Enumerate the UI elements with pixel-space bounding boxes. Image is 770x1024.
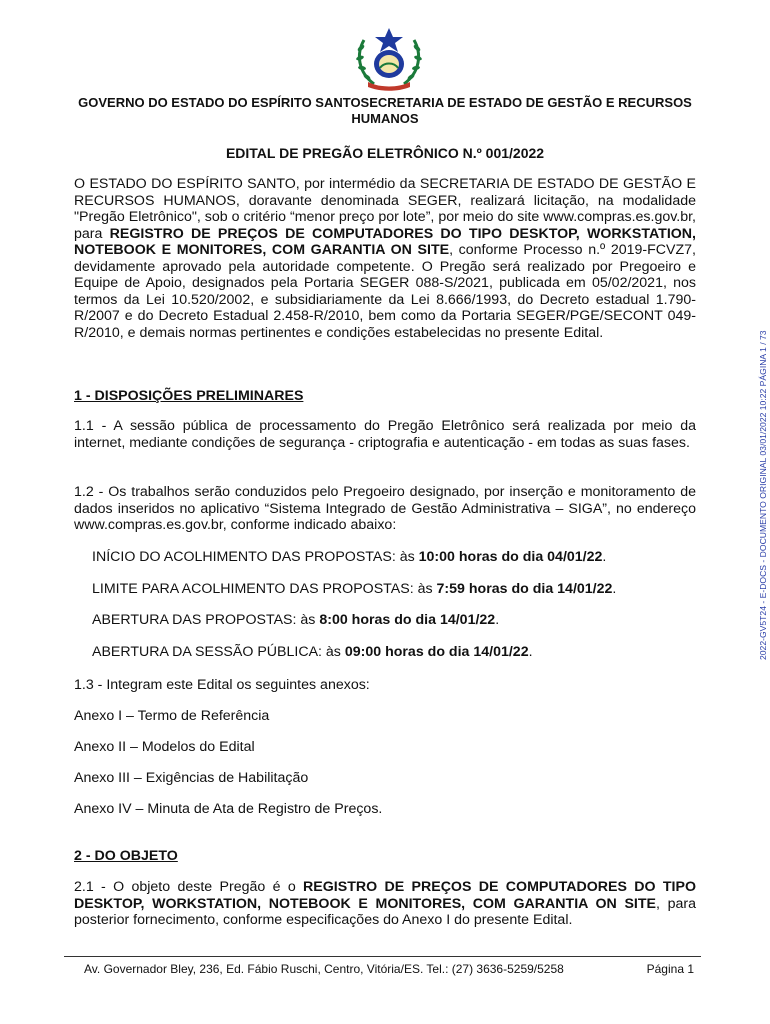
schedule-item: LIMITE PARA ACOLHIMENTO DAS PROPOSTAS: às 7:59 horas do dia 14/01/22. — [92, 581, 617, 597]
paragraph-2-1: 2.1 - O objeto deste Pregão é o REGISTRO DE PREÇOS DE COMPUTADORES DO TIPO DESKTOP, WORKSTATION, NOTEBOOK E MONITORES, COM GARANTIA ON SITE, para posterior fornecimento, conforme especificações do Anexo I do presente Edital. — [74, 879, 696, 928]
schedule-item: ABERTURA DAS PROPOSTAS: às 8:00 horas do dia 14/01/22. — [92, 612, 500, 628]
annex-item: Anexo II – Modelos do Edital — [74, 739, 255, 755]
section-2-title: DO OBJETO — [94, 848, 178, 864]
page-number: Página 1 — [646, 962, 694, 976]
section-2-number: 2 - — [74, 848, 95, 864]
annex-item: Anexo IV – Minuta de Ata de Registro de Preços. — [74, 801, 383, 817]
intro-text-start: O ESTADO DO ESPÍRITO SANTO, por intermédio da SECRETARIA DE ESTADO DE GESTÃO E RECURSOS HUMANOS, doravante denominada SEGER, realizará licitação, na modalidade "Pregão Eletrônico", sob o critério “menor preço por lote”, por meio do site www.compras.es.gov.br, para — [74, 176, 696, 242]
footer-divider — [64, 956, 701, 957]
edocs-side-stamp — [748, 316, 768, 660]
paragraph-1-1: 1.1 - A sessão pública de processamento do Pregão Eletrônico será realizada por meio da internet, mediante condições de segurança - criptografia e autenticação - em todas as suas fases. — [74, 418, 696, 451]
footer-address: Av. Governador Bley, 236, Ed. Fábio Ruschi, Centro, Vitória/ES. Tel.: (27) 3636-5259/5258 — [84, 962, 564, 976]
schedule-item: INÍCIO DO ACOLHIMENTO DAS PROPOSTAS: às 10:00 horas do dia 04/01/22. — [92, 549, 607, 565]
intro-object-bold: REGISTRO DE PREÇOS DE COMPUTADORES DO TIPO DESKTOP, WORKSTATION, NOTEBOOK E MONITORES, COM GARANTIA ON SITE — [74, 225, 696, 258]
section-1-title: DISPOSIÇÕES PRELIMINARES — [94, 388, 304, 404]
intro-paragraph — [74, 176, 696, 341]
annex-item: Anexo I – Termo de Referência — [74, 708, 270, 724]
edocs-stamp-text: 2022-GV5T24 - E-DOCS - DOCUMENTO ORIGINAL 03/01/2022 10:22 PÁGINA 1 / 73 — [758, 330, 768, 660]
government-header: GOVERNO DO ESTADO DO ESPÍRITO SANTOSECRETARIA DE ESTADO DE GESTÃO E RECURSOS HUMANOS — [78, 95, 692, 126]
document-title: EDITAL DE PREGÃO ELETRÔNICO N.º 001/2022 — [225, 145, 545, 161]
paragraph-1-3: 1.3 - Integram este Edital os seguintes anexos: — [74, 677, 370, 693]
paragraph-1-2: 1.2 - Os trabalhos serão conduzidos pelo Pregoeiro designado, por inserção e monitoramento de dados inseridos no aplicativo “Sistema Integrado de Gestão Administrativa – SIGA”, no endereço www.compras.es.gov.br, conforme indicado abaixo: — [74, 484, 696, 533]
section-2-heading — [74, 848, 178, 864]
page-footer — [84, 962, 694, 976]
schedule-item: ABERTURA DA SESSÃO PÚBLICA: às 09:00 horas do dia 14/01/22. — [92, 644, 533, 660]
state-coat-of-arms — [352, 26, 426, 92]
section-1-heading — [74, 388, 303, 404]
section-1-number: 1 - — [74, 388, 95, 404]
intro-text-end: , conforme Processo n.º 2019-FCVZ7, devidamente aprovado pela autoridade competente. O Pregão será realizado por Pregoeiro e Equipe de Apoio, designados pela Portaria SEGER 088-S/2021, publicada em 05/02/2021, nos termos da Lei 10.520/2002, e subsidiariamente da Lei 8.666/1993, do Decreto estadual 1.790-R/2007 e do Decreto Estadual 2.458-R/2010, bem como da Portaria SEGER/PGE/SECONT 049-R/2010, e demais normas pertinentes e condições estabelecidas no presente Edital. — [74, 242, 696, 341]
annex-item: Anexo III – Exigências de Habilitação — [74, 770, 309, 786]
